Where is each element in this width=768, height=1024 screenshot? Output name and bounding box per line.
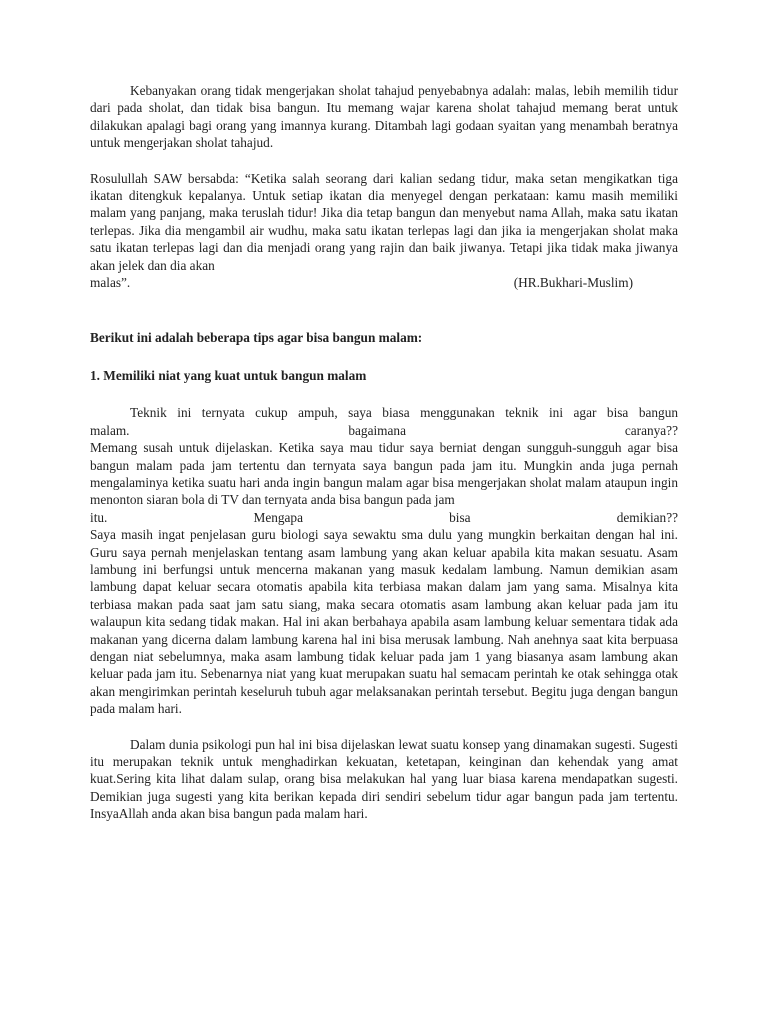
spacer: [90, 384, 678, 404]
paragraph-hadith: Rosulullah SAW bersabda: “Ketika salah seorang dari kalian sedang tidur, maka setan mengikatkan tiga ikatan ditengkuk kepalanya. Untuk setiap ikatan dia menyegel dengan perkataan: kamu masih memiliki malam yang panjang, maka teruslah tidur! Jika dia tetap bangun dan menyebut nama Allah, maka satu ikatan terlepas. Jika dia mengambil air wudhu, maka satu ikatan terlepas lagi dan jika ia mengerjakan sholat maka satu ikatan terlepas lagi dan dia menjadi orang yang rajin dan baik jiwanya. Tetapi jika tidak maka jiwanya akan jelek dan dia akan: [90, 170, 678, 273]
hadith-tail: malas”.: [90, 275, 131, 291]
tip-1-line-2: malam. bagaimana caranya??: [90, 422, 678, 438]
spacer: [90, 347, 678, 367]
hadith-citation: (HR.Bukhari-Muslim): [513, 275, 633, 291]
spacer: [90, 311, 678, 329]
tip-1-line-1: Teknik ini ternyata cukup ampuh, saya biasa menggunakan teknik ini agar bisa bangun: [130, 405, 678, 421]
paragraph-tip-1: [90, 404, 678, 717]
document-page: [90, 82, 678, 823]
spacer: [90, 718, 678, 736]
spacer: [90, 291, 678, 311]
paragraph-intro: Kebanyakan orang tidak mengerjakan sholat tahajud penyebabnya adalah: malas, lebih memilih tidur dari pada sholat, dan tidak bisa bangun. Itu memang wajar karena sholat tahajud memang berat untuk dilakukan apalagi bagi orang yang imannya kurang. Ditambah lagi godaan syaitan yang menambah beratnya untuk mengerjakan sholat tahajud.: [90, 83, 678, 151]
spacer: [90, 152, 678, 170]
tip-1-heading: 1. Memiliki niat yang kuat untuk bangun malam: [90, 367, 367, 383]
hadith-closing-row: [90, 274, 678, 291]
tip-1-rest: Saya masih ingat penjelasan guru biologi saya sewaktu sma dulu yang mungkin berkaitan dengan hal ini. Guru saya pernah menjelaskan tentang asam lambung yang akan keluar apabila kita makan sesuatu. Asam lambung ini berfungsi untuk mencerna makanan yang masuk kedalam lambung. Namun demikian asam lambung dapat keluar secara otomatis apabila kita terbiasa makan dalam jam yang sama. Misalnya kita terbiasa makan pada saat jam satu siang, maka secara otomatis asam lambung akan keluar pada jam itu walaupun kita sedang tidak makan. Hal ini akan berbahaya apabila asam lambung keluar sementara tidak ada makanan yang dicerna dalam lambung karena hal ini bisa merusak lambung. Nah anehnya saat kita berpuasa dengan niat sebelumnya, maka asam lambung tidak keluar pada jam 1 yang biasanya asam lambung akan keluar pada jam itu. Sebenarnya niat yang kuat merupakan suatu hal semacam perintah ke otak sehingga otak akan mengirimkan perintah keseluruh tubuh agar melaksanakan perintah tersebut. Begitu juga dengan bangun pada malam hari.: [90, 527, 678, 717]
tip-1-line-split: itu. Mengapa bisa demikian??: [90, 509, 678, 525]
paragraph-sugesti: Dalam dunia psikologi pun hal ini bisa dijelaskan lewat suatu konsep yang dinamakan sugesti. Sugesti itu merupakan teknik untuk menghadirkan kekuatan, ketetapan, keinginan dan kehendak yang amat kuat.Sering kita lihat dalam sulap, orang bisa melakukan hal yang luar biasa karena mendapatkan sugesti. Demikian juga sugesti yang kita berikan kepada diri sendiri sebelum tidur agar bangun pada jam tertentu. InsyaAllah anda akan bisa bangun pada malam hari.: [90, 736, 678, 822]
tip-1-body: Memang susah untuk dijelaskan. Ketika saya mau tidur saya berniat dengan sungguh-sungguh agar bisa bangun malam pada jam tertentu dan ternyata saya bangun pada jam itu. Mungkin anda juga pernah mengalaminya ketika suatu hari anda ingin bangun malam agar bisa mengerjakan sholat malam ataupun ingin menonton siaran bola di TV dan ternyata anda bisa bangun pada jam: [90, 440, 678, 508]
tips-heading: Berikut ini adalah beberapa tips agar bisa bangun malam:: [90, 330, 423, 346]
